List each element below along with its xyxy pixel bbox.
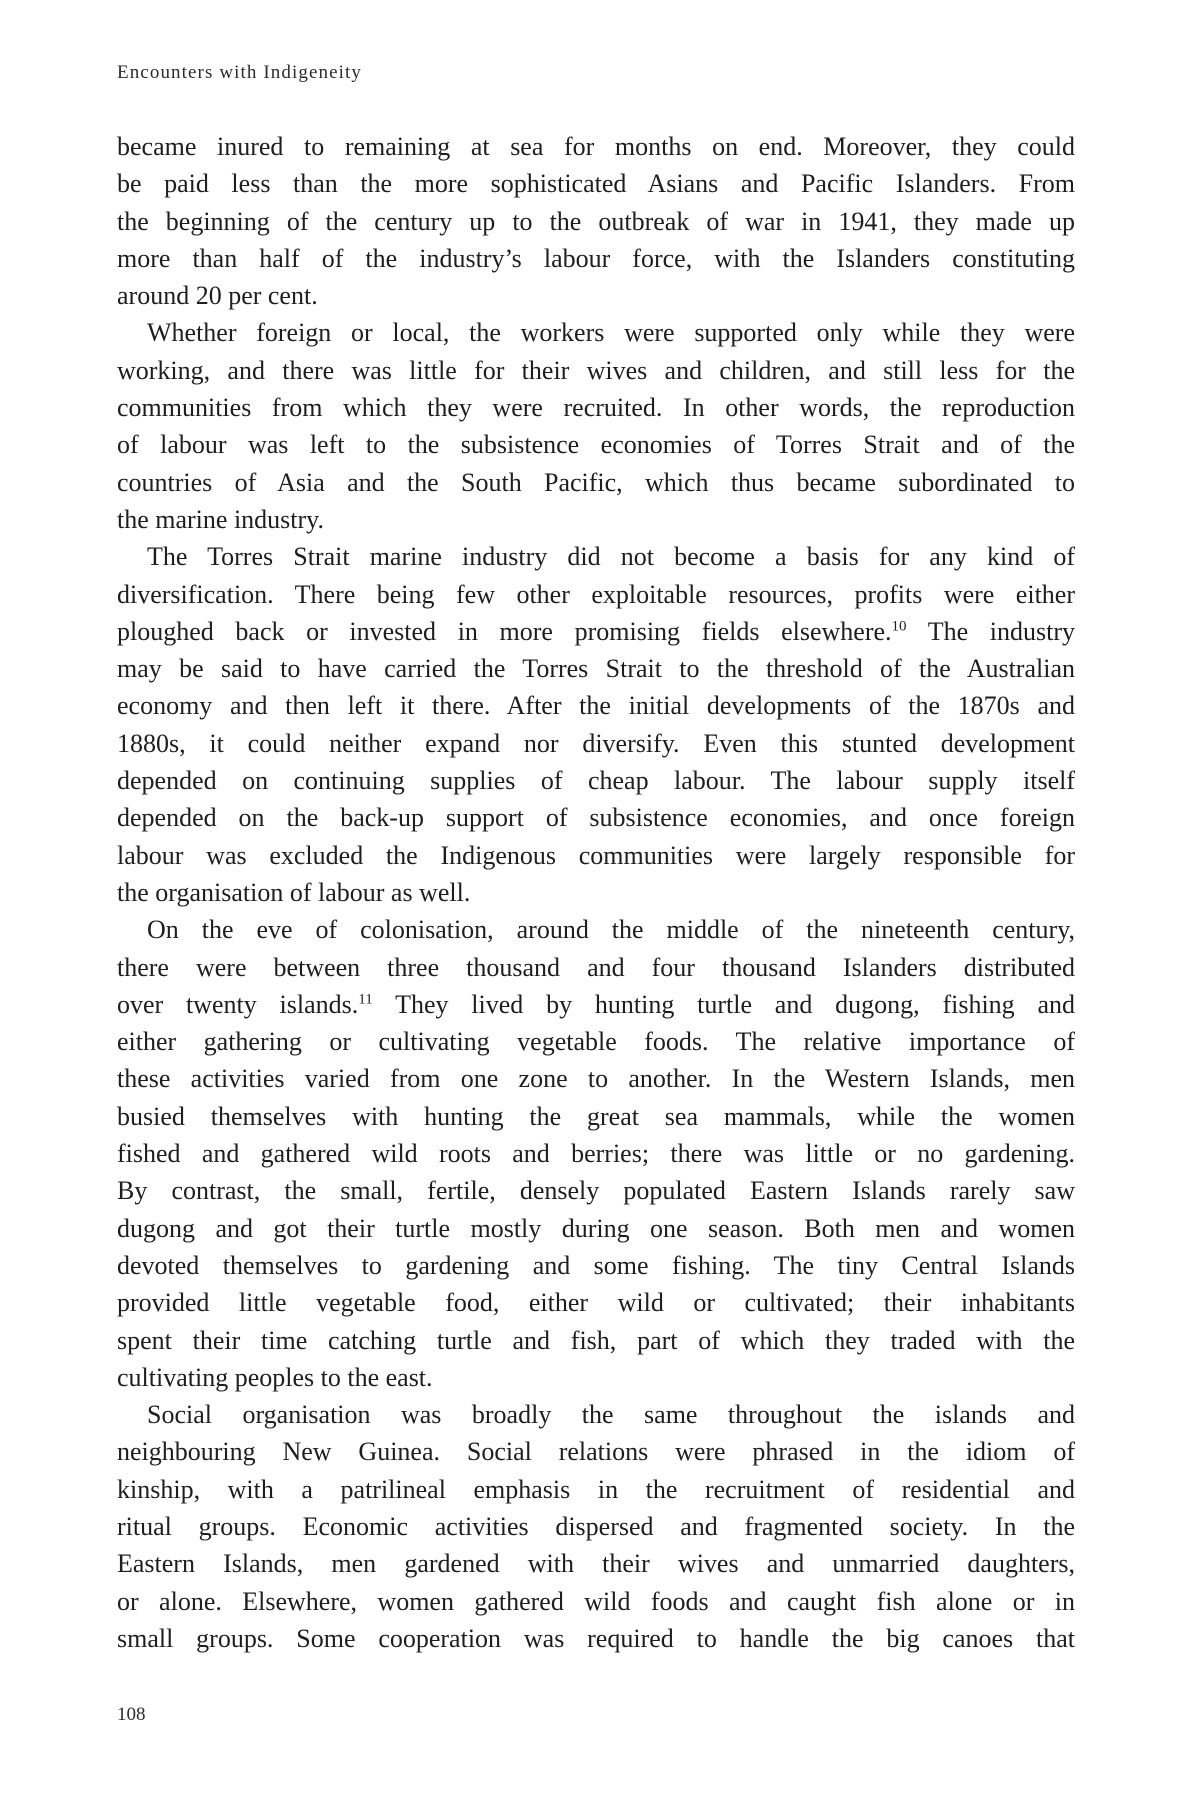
text-line: On the eve of colonisation, around the middle of the nineteenth century, [147, 915, 1075, 945]
text-line: Eastern Islands, men gardened with their wives and unmarried daughters, [117, 1549, 1075, 1579]
running-head: Encounters with Indigeneity [117, 62, 362, 83]
text-line: or alone. Elsewhere, women gathered wild foods and caught fish alone or in [117, 1586, 1075, 1616]
text-line: small groups. Some cooperation was required to handle the big canoes that [117, 1623, 1075, 1653]
text-line: communities from which they were recruited. In other words, the reproduction [117, 393, 1075, 423]
text-line: may be said to have carried the Torres Strait to the threshold of the Australian [117, 654, 1075, 684]
text-line: the marine industry. [117, 504, 324, 534]
text-line: Social organisation was broadly the same throughout the islands and [147, 1400, 1075, 1430]
footnote-ref-11: 11 [358, 991, 373, 1008]
text-line: around 20 per cent. [117, 281, 318, 311]
text-line: fished and gathered wild roots and berries; there was little or no gardening. [117, 1139, 1075, 1169]
text-line: economy and then left it there. After the initial developments of the 1870s and [117, 691, 1075, 721]
text-line: there were between three thousand and four thousand Islanders distributed [117, 952, 1075, 982]
text-line: be paid less than the more sophisticated Asians and Pacific Islanders. From [117, 169, 1075, 199]
paragraph [117, 314, 1075, 538]
text-line: Whether foreign or local, the workers were supported only while they were [147, 318, 1075, 348]
text-line: devoted themselves to gardening and some fishing. The tiny Central Islands [117, 1250, 1075, 1280]
text-line: working, and there was little for their wives and children, and still less for the [117, 355, 1075, 385]
paragraph [117, 1396, 1075, 1657]
text-line: diversification. There being few other exploitable resources, profits were either [117, 579, 1075, 609]
text-line: kinship, with a patrilineal emphasis in the recruitment of residential and [117, 1474, 1075, 1504]
text-line: these activities varied from one zone to another. In the Western Islands, men [117, 1064, 1075, 1094]
text-line: more than half of the industry’s labour force, with the Islanders constituting [117, 243, 1075, 273]
text-line: busied themselves with hunting the great sea mammals, while the women [117, 1101, 1075, 1131]
paragraph [117, 128, 1075, 314]
text-line: By contrast, the small, fertile, densely populated Eastern Islands rarely saw [117, 1176, 1075, 1206]
text-line: cultivating peoples to the east. [117, 1362, 433, 1392]
text-line: provided little vegetable food, either wild or cultivated; their inhabitants [117, 1288, 1075, 1318]
text-line: depended on continuing supplies of cheap labour. The labour supply itself [117, 766, 1075, 796]
text-line: of labour was left to the subsistence economies of Torres Strait and of the [117, 430, 1075, 460]
text-line: countries of Asia and the South Pacific, which thus became subordinated to [117, 467, 1075, 497]
text-line: labour was excluded the Indigenous communities were largely responsible for [117, 840, 1075, 870]
text-line: the beginning of the century up to the outbreak of war in 1941, they made up [117, 206, 1075, 236]
text-line: The Torres Strait marine industry did not become a basis for any kind of [147, 542, 1075, 572]
text-line: ritual groups. Economic activities dispersed and fragmented society. In the [117, 1511, 1075, 1541]
text-line: either gathering or cultivating vegetable foods. The relative importance of [117, 1027, 1075, 1057]
text-line: became inured to remaining at sea for months on end. Moreover, they could [117, 132, 1075, 161]
text-line: 1880s, it could neither expand nor diversify. Even this stunted development [117, 728, 1075, 758]
footnote-ref-10: 10 [891, 618, 907, 635]
text-line: over twenty islands.$^{11}$ They lived by hunting turtle and dugong, fishing and [117, 989, 1075, 1019]
text-line: dugong and got their turtle mostly during one season. Both men and women [117, 1213, 1075, 1243]
paragraph [117, 911, 1075, 1396]
paragraph [117, 538, 1075, 911]
body-text [117, 128, 1075, 1657]
text-line: the organisation of labour as well. [117, 877, 471, 907]
text-line: spent their time catching turtle and fish, part of which they traded with the [117, 1325, 1075, 1355]
text-line: depended on the back-up support of subsistence economies, and once foreign [117, 803, 1075, 833]
text-line: neighbouring New Guinea. Social relations were phrased in the idiom of [117, 1437, 1075, 1467]
text-line: ploughed back or invested in more promising fields elsewhere.$^{10}$ The industry [117, 616, 1075, 646]
page-number: 108 [117, 1704, 146, 1725]
